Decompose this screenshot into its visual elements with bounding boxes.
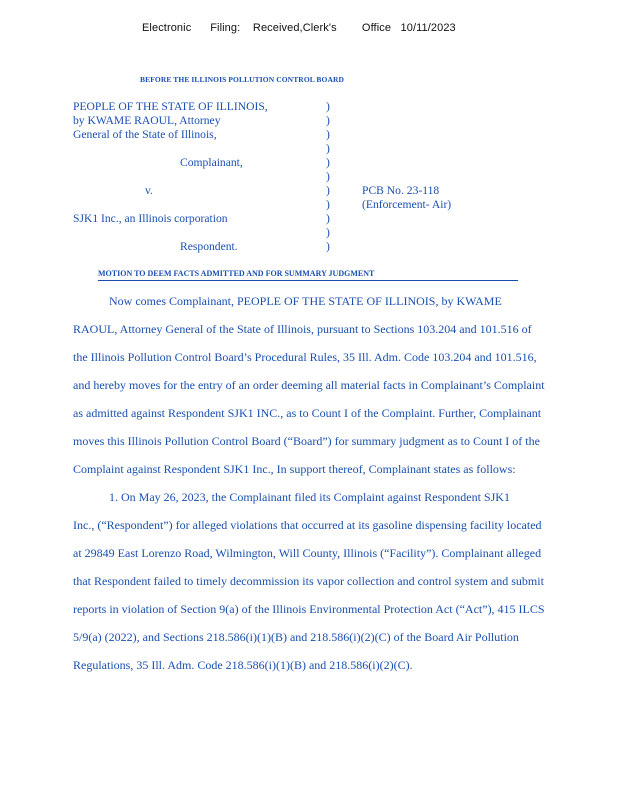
caption-paren: ) [326, 226, 330, 239]
caption-paren: ) [326, 240, 330, 253]
case-type: (Enforcement- Air) [362, 198, 452, 211]
defendant-name: SJK1 Inc., an Illinois corporation [73, 212, 228, 225]
caption-paren: ) [326, 156, 330, 169]
caption-paren: ) [326, 212, 330, 225]
body-line: at 29849 East Lorenzo Road, Wilmington, Will County, Illinois (“Facility”). Complainant alleged [73, 546, 542, 560]
filing-stamp: Electronic Filing: Received,Clerk's Office 10/11/2023 [142, 22, 456, 34]
caption-paren: ) [326, 198, 330, 211]
title-underline [98, 280, 518, 281]
body-line: Regulations, 35 Ill. Adm. Code 218.586(i)(1)(B) and 218.586(i)(2)(C). [73, 658, 413, 672]
body-line: and hereby moves for the entry of an order deeming all material facts in Complainant’s Complaint [73, 378, 545, 392]
caption-paren: ) [326, 142, 330, 155]
plaintiff-line-2: by KWAME RAOUL, Attorney [73, 114, 221, 127]
caption-paren: ) [326, 184, 330, 197]
plaintiff-line-3: General of the State of Illinois, [73, 128, 217, 141]
caption-paren: ) [326, 100, 330, 113]
respondent-label: Respondent. [180, 240, 238, 253]
body-line: moves this Illinois Pollution Control Board (“Board”) for summary judgment as to Count I of the [73, 434, 540, 448]
caption-paren: ) [326, 170, 330, 183]
caption-paren: ) [326, 128, 330, 141]
body-line: the Illinois Pollution Control Board’s Procedural Rules, 35 Ill. Adm. Code 103.204 and 101.516, [73, 350, 537, 364]
caption-paren: ) [326, 114, 330, 127]
case-number: PCB No. 23-118 [362, 184, 440, 197]
motion-title: MOTION TO DEEM FACTS ADMITTED AND FOR SUMMARY JUDGMENT [98, 269, 375, 278]
board-heading: BEFORE THE ILLINOIS POLLUTION CONTROL BOARD [140, 75, 344, 84]
numbered-paragraph-1: 1. On May 26, 2023, the Complainant filed its Complaint against Respondent SJK1 [109, 490, 510, 504]
body-line: 5/9(a) (2022), and Sections 218.586(i)(1)(B) and 218.586(i)(2)(C) of the Board Air Pollution [73, 630, 519, 644]
body-line: Now comes Complainant, PEOPLE OF THE STATE OF ILLINOIS, by KWAME [109, 294, 502, 308]
body-line: reports in violation of Section 9(a) of the Illinois Environmental Protection Act (“Act”), 415 ILCS [73, 602, 545, 616]
complainant-label: Complainant, [180, 156, 243, 169]
plaintiff-line-1: PEOPLE OF THE STATE OF ILLINOIS, [73, 100, 268, 113]
body-line: Inc., (“Respondent”) for alleged violations that occurred at its gasoline dispensing facility located [73, 518, 542, 532]
body-line: RAOUL, Attorney General of the State of Illinois, pursuant to Sections 103.204 and 101.516 of [73, 322, 532, 336]
body-line: Complaint against Respondent SJK1 Inc., In support thereof, Complainant states as follows: [73, 462, 516, 476]
versus-label: v. [145, 184, 153, 197]
body-line: that Respondent failed to timely decommission its vapor collection and control system and submit [73, 574, 544, 588]
body-line: as admitted against Respondent SJK1 INC., as to Count I of the Complaint. Further, Complainant [73, 406, 542, 420]
